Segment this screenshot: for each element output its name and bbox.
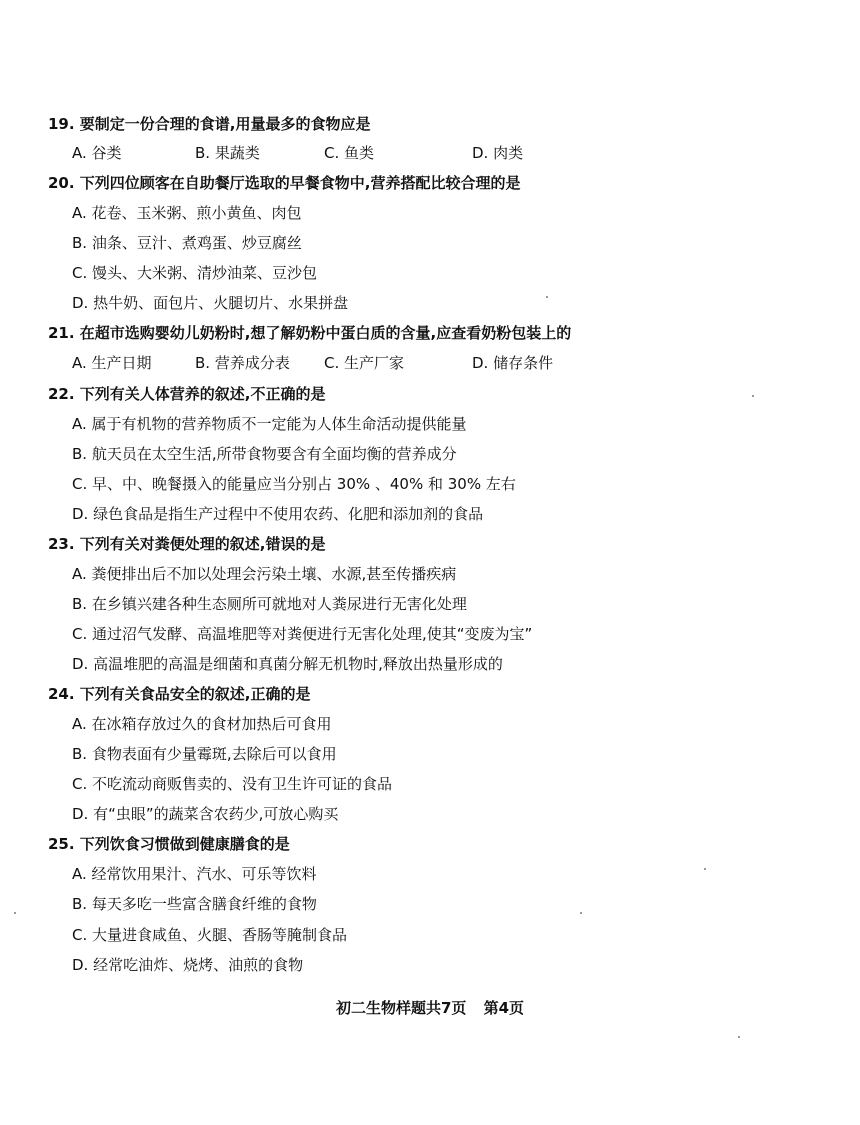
option-d: D. 肉类 — [472, 144, 524, 162]
question-25-option-a: A. 经常饮用果汁、汽水、可乐等饮料 — [72, 865, 317, 883]
option-c: C. 鱼类 — [324, 144, 375, 162]
question-22-option-b: B. 航天员在太空生活,所带食物要含有全面均衡的营养成分 — [72, 445, 457, 463]
option-a: A. 生产日期 — [72, 354, 152, 372]
question-24-option-b: B. 食物表面有少量霉斑,去除后可以食用 — [72, 745, 337, 763]
question-24-option-d: D. 有“虫眼”的蔬菜含农药少,可放心购买 — [72, 805, 339, 823]
question-25-stem: 25. 下列饮食习惯做到健康膳食的是 — [48, 835, 290, 853]
question-21-stem: 21. 在超市选购婴幼儿奶粉时,想了解奶粉中蛋白质的含量,应查看奶粉包装上的 — [48, 324, 572, 342]
option-d: D. 储存条件 — [472, 354, 554, 372]
footer-page-number: 第4页 — [483, 999, 525, 1017]
question-19-stem: 19. 要制定一份合理的食谱,用量最多的食物应是 — [48, 115, 371, 133]
question-20-option-d: D. 热牛奶、面包片、火腿切片、水果拼盘 — [72, 294, 349, 312]
question-23-option-d: D. 高温堆肥的高温是细菌和真菌分解无机物时,释放出热量形成的 — [72, 655, 503, 673]
question-20-stem: 20. 下列四位顾客在自助餐厅选取的早餐食物中,营养搭配比较合理的是 — [48, 174, 521, 192]
question-25-option-b: B. 每天多吃一些富含膳食纤维的食物 — [72, 895, 317, 913]
question-23-option-b: B. 在乡镇兴建各种生态厕所可就地对人粪尿进行无害化处理 — [72, 595, 467, 613]
question-20-option-c: C. 馒头、大米粥、清炒油菜、豆沙包 — [72, 264, 318, 282]
question-20-option-a: A. 花卷、玉米粥、煎小黄鱼、肉包 — [72, 204, 302, 222]
question-22-stem: 22. 下列有关人体营养的叙述,不正确的是 — [48, 385, 326, 403]
page-footer — [0, 997, 860, 1018]
question-23-option-a: A. 粪便排出后不加以处理会污染土壤、水源,甚至传播疾病 — [72, 565, 457, 583]
footer-total-pages: 初二生物样题共7页 — [335, 999, 467, 1017]
scan-speck — [704, 868, 706, 870]
question-22-option-a: A. 属于有机物的营养物质不一定能为人体生命活动提供能量 — [72, 415, 467, 433]
question-23-stem: 23. 下列有关对粪便处理的叙述,错误的是 — [48, 535, 326, 553]
question-25-option-d: D. 经常吃油炸、烧烤、油煎的食物 — [72, 956, 304, 974]
scan-speck — [580, 912, 582, 914]
option-c: C. 生产厂家 — [324, 354, 405, 372]
question-22-option-c: C. 早、中、晚餐摄入的能量应当分别占 30% 、40% 和 30% 左右 — [72, 475, 516, 493]
option-b: B. 果蔬类 — [195, 144, 260, 162]
scan-speck — [14, 912, 16, 914]
question-20-option-b: B. 油条、豆汁、煮鸡蛋、炒豆腐丝 — [72, 234, 302, 252]
scan-speck — [738, 1036, 740, 1038]
question-23-option-c: C. 通过沼气发酵、高温堆肥等对粪便进行无害化处理,使其“变废为宝” — [72, 625, 533, 643]
question-24-stem: 24. 下列有关食品安全的叙述,正确的是 — [48, 685, 311, 703]
question-24-option-c: C. 不吃流动商贩售卖的、没有卫生许可证的食品 — [72, 775, 393, 793]
scan-speck — [752, 395, 754, 397]
question-24-option-a: A. 在冰箱存放过久的食材加热后可食用 — [72, 715, 332, 733]
scan-speck — [546, 296, 548, 298]
option-a: A. 谷类 — [72, 144, 122, 162]
question-22-option-d: D. 绿色食品是指生产过程中不使用农药、化肥和添加剂的食品 — [72, 505, 484, 523]
option-b: B. 营养成分表 — [195, 354, 290, 372]
question-25-option-c: C. 大量进食咸鱼、火腿、香肠等腌制食品 — [72, 926, 348, 944]
